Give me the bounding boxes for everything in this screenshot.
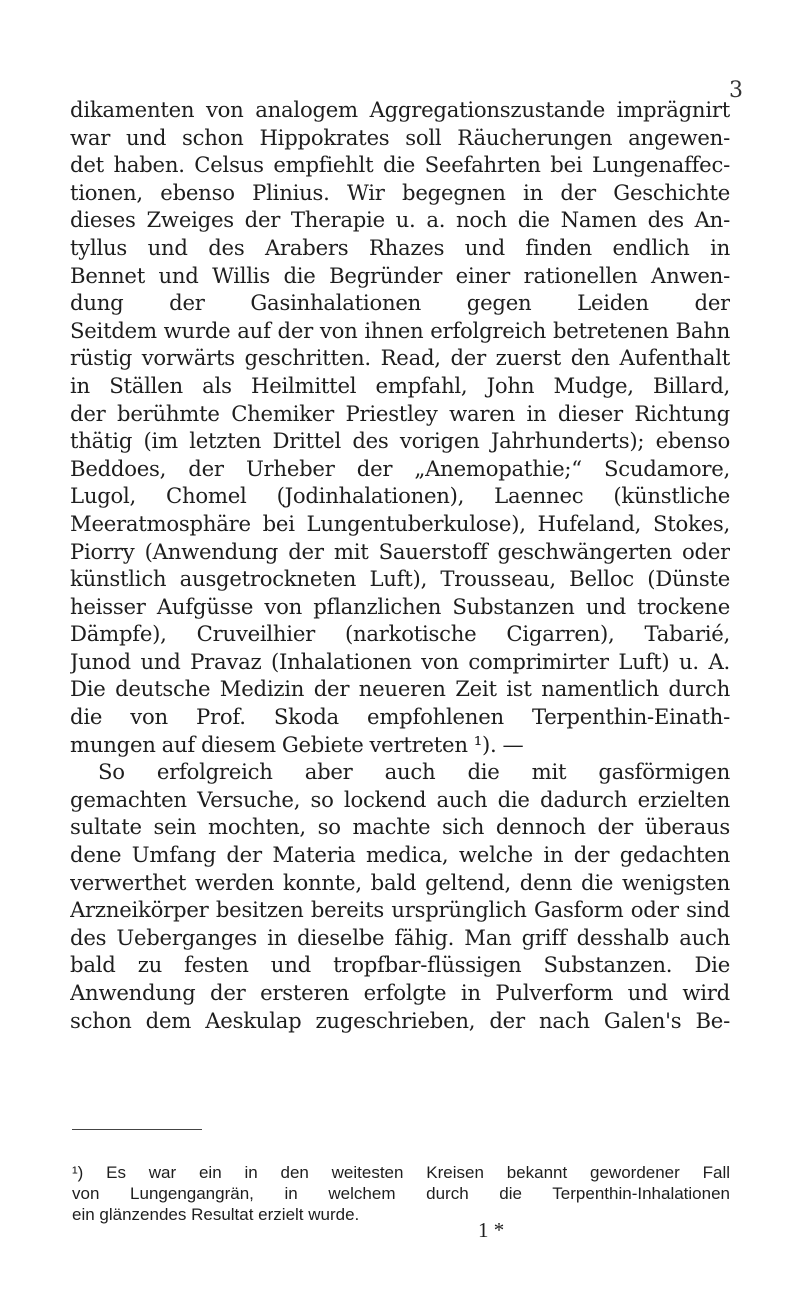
text-line: dikamenten von analogem Aggregationszustande imprägnirt [70, 97, 730, 122]
page-number: 3 [729, 78, 743, 103]
text-line: mungen auf diesem Gebiete vertreten ¹). — [70, 731, 524, 757]
text-line: Seitdem wurde auf der von ihnen erfolgreich betretenen Bahn [70, 317, 730, 343]
signature-mark: 1 * [478, 1218, 505, 1242]
text-line: tyllus und des Arabers Rhazes und finden endlich in [70, 234, 730, 260]
text-line: des Ueberganges in dieselbe fähig. Man griff desshalb auch [70, 924, 730, 950]
text-line: der berühmte Chemiker Priestley waren in dieser Richtung [70, 400, 730, 426]
text-line: sultate sein mochten, so machte sich dennoch der überaus [70, 814, 730, 840]
text-line: war und schon Hippokrates soll Räucherungen angewen- [70, 124, 730, 150]
text-line: So erfolgreich aber auch die mit gasförmigen [98, 759, 730, 785]
text-line: Anwendung der ersteren erfolgte in Pulverform und wird [70, 980, 730, 1005]
text-line: det haben. Celsus empfiehlt die Seefahrten bei Lungenaffec- [70, 152, 730, 178]
text-line: Dämpfe), Cruveilhier (narkotische Cigarren), Tabarié, [70, 621, 730, 647]
text-line: Junod und Pravaz (Inhalationen von comprimirter Luft) u. A. [70, 648, 730, 674]
text-line: Meeratmosphäre bei Lungentuberkulose), Hufeland, Stokes, [70, 510, 730, 536]
text-line: dieses Zweiges der Therapie u. a. noch die Namen des An- [70, 207, 730, 233]
text-line: heisser Aufgüsse von pflanzlichen Substanzen und trockene [70, 593, 730, 619]
footnote [72, 1162, 730, 1225]
text-line: schon dem Aeskulap zugeschrieben, der nach Galen's Be- [70, 1007, 730, 1033]
text-line: Bennet und Willis die Begründer einer rationellen Anwen- [70, 262, 730, 288]
text-line: Piorry (Anwendung der mit Sauerstoff geschwängerten oder [70, 538, 730, 564]
text-line: dung der Gasinhalationen gegen Leiden der [70, 290, 730, 316]
text-line: Lugol, Chomel (Jodinhalationen), Laennec (künstliche [70, 483, 730, 509]
text-line: gemachten Versuche, so lockend auch die dadurch erzielten [70, 786, 730, 812]
text-line: tionen, ebenso Plinius. Wir begegnen in der Geschichte [70, 179, 730, 205]
text-line: künstlich ausgetrockneten Luft), Trousseau, Belloc (Dünste [70, 566, 730, 592]
text-line: thätig (im letzten Drittel des vorigen Jahrhunderts); ebenso [70, 428, 730, 454]
footnote-line: von Lungengangrän, in welchem durch die Terpenthin-Inhalationen [72, 1184, 730, 1203]
text-line: bald zu festen und tropfbar-flüssigen Substanzen. Die [70, 952, 730, 978]
text-line: Arzneikörper besitzen bereits ursprünglich Gasform oder sind [70, 897, 730, 923]
text-line: verwerthet werden konnte, bald geltend, denn die wenigsten [70, 869, 730, 895]
text-line: dene Umfang der Materia medica, welche in der gedachten [70, 842, 730, 868]
footnote-divider [72, 1129, 202, 1130]
footnote-line: ein glänzendes Resultat erzielt wurde. [72, 1205, 360, 1224]
footnote-line: ¹) Es war ein in den weitesten Kreisen bekannt gewordener Fall [72, 1163, 730, 1182]
text-line: rüstig vorwärts geschritten. Read, der zuerst den Aufenthalt [70, 345, 730, 371]
main-text [70, 96, 730, 1034]
text-line: Die deutsche Medizin der neueren Zeit ist namentlich durch [70, 676, 730, 702]
text-line: Beddoes, der Urheber der „Anemopathie;“ Scudamore, [70, 455, 730, 481]
text-line: die von Prof. Skoda empfohlenen Terpenthin-Einath- [70, 704, 730, 730]
text-line: in Ställen als Heilmittel empfahl, John Mudge, Billard, [70, 372, 730, 398]
